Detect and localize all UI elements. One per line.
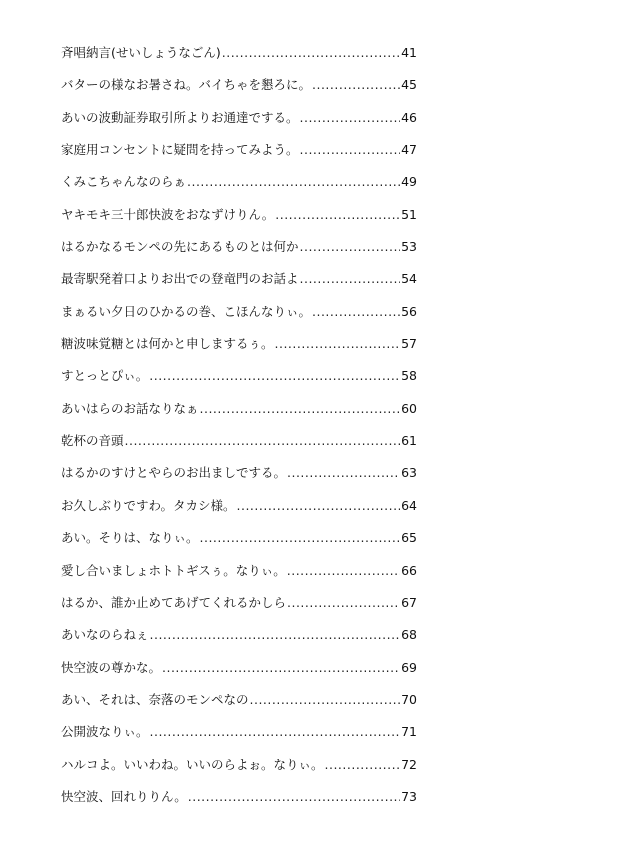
toc-entry-page: 71 bbox=[401, 724, 417, 740]
toc-entry[interactable] bbox=[61, 754, 417, 786]
dot-leader bbox=[300, 107, 401, 129]
toc-entry-page: 57 bbox=[401, 336, 417, 352]
toc-entry-title: あいはらのお話なりなぁ bbox=[61, 400, 199, 416]
table-of-contents bbox=[61, 42, 417, 818]
dot-leader bbox=[150, 624, 401, 646]
toc-entry-page: 51 bbox=[401, 206, 417, 222]
toc-entry-title: 愛し合いましょホトトギスぅ。なりぃ。 bbox=[61, 562, 286, 578]
dot-leader bbox=[312, 74, 400, 96]
toc-entry-page: 49 bbox=[401, 174, 417, 190]
dot-leader bbox=[250, 689, 401, 711]
toc-entry[interactable] bbox=[61, 624, 417, 656]
toc-entry-title: はるかなるモンペの先にあるものとは何か bbox=[61, 239, 299, 255]
toc-entry-page: 72 bbox=[401, 756, 417, 772]
toc-entry-title: お久しぶりですわ。タカシ様。 bbox=[61, 497, 236, 513]
toc-entry-page: 56 bbox=[401, 303, 417, 319]
toc-entry-page: 66 bbox=[401, 562, 417, 578]
toc-entry-page: 69 bbox=[401, 659, 417, 675]
toc-entry-title: ハルコよ。いいわね。いいのらよぉ。なりぃ。 bbox=[61, 756, 324, 772]
toc-entry[interactable] bbox=[61, 786, 417, 818]
dot-leader bbox=[200, 398, 401, 420]
toc-entry-page: 58 bbox=[401, 368, 417, 384]
toc-entry-title: ヤキモキ三十郎快波をおなずけりん。 bbox=[61, 206, 275, 222]
dot-leader bbox=[125, 430, 401, 452]
toc-entry[interactable] bbox=[61, 398, 417, 430]
toc-entry-title: あいなのらねぇ bbox=[61, 627, 149, 643]
toc-entry[interactable] bbox=[61, 560, 417, 592]
toc-entry-title: 家庭用コンセントに疑問を持ってみよう。 bbox=[61, 142, 299, 158]
toc-entry-page: 67 bbox=[401, 594, 417, 610]
dot-leader bbox=[150, 721, 401, 743]
toc-entry-title: はるか、誰か止めてあげてくれるかしら bbox=[61, 594, 287, 610]
dot-leader bbox=[312, 301, 400, 323]
toc-entry[interactable] bbox=[61, 657, 417, 689]
toc-entry-title: 快空波の尊かな。 bbox=[61, 659, 162, 675]
dot-leader bbox=[287, 592, 400, 614]
toc-entry-title: くみこちゃんなのらぁ bbox=[61, 174, 187, 190]
toc-entry-page: 47 bbox=[401, 142, 417, 158]
toc-entry[interactable] bbox=[61, 74, 417, 106]
toc-entry[interactable] bbox=[61, 236, 417, 268]
toc-entry[interactable] bbox=[61, 462, 417, 494]
toc-entry-title: 快空波、回れりりん。 bbox=[61, 788, 187, 804]
toc-entry-title: まぁるい夕日のひかるの巻、こほんなりぃ。 bbox=[61, 303, 312, 319]
toc-entry-title: 糖波味覚糖とは何かと申しまするぅ。 bbox=[61, 336, 274, 352]
toc-entry[interactable] bbox=[61, 333, 417, 365]
toc-entry-title: 公開波なりぃ。 bbox=[61, 724, 149, 740]
dot-leader bbox=[287, 462, 400, 484]
toc-entry-page: 45 bbox=[401, 77, 417, 93]
toc-entry-page: 46 bbox=[401, 109, 417, 125]
toc-entry[interactable] bbox=[61, 42, 417, 74]
toc-entry-title: 斉唱納言(せいしょうなごん) bbox=[61, 45, 221, 60]
toc-entry-title: バターの様なお暑さね。バイちゃを懇ろに。 bbox=[61, 77, 312, 93]
dot-leader bbox=[287, 560, 400, 582]
toc-entry[interactable] bbox=[61, 430, 417, 462]
dot-leader bbox=[300, 139, 401, 161]
toc-entry-page: 68 bbox=[401, 627, 417, 643]
toc-entry[interactable] bbox=[61, 527, 417, 559]
toc-entry-page: 64 bbox=[401, 497, 417, 513]
dot-leader bbox=[222, 42, 400, 64]
toc-entry-title: はるかのすけとやらのお出ましでする。 bbox=[61, 465, 287, 481]
dot-leader bbox=[237, 495, 401, 517]
dot-leader bbox=[300, 236, 401, 258]
toc-entry[interactable] bbox=[61, 721, 417, 753]
toc-entry-page: 63 bbox=[401, 465, 417, 481]
toc-entry[interactable] bbox=[61, 365, 417, 397]
toc-entry[interactable] bbox=[61, 171, 417, 203]
dot-leader bbox=[187, 171, 400, 193]
toc-entry-page: 65 bbox=[401, 530, 417, 546]
toc-entry[interactable] bbox=[61, 495, 417, 527]
dot-leader bbox=[275, 204, 400, 226]
dot-leader bbox=[325, 754, 401, 776]
dot-leader bbox=[200, 527, 401, 549]
toc-entry-title: あい、それは、奈落のモンペなの bbox=[61, 691, 249, 707]
dot-leader bbox=[275, 333, 401, 355]
toc-entry[interactable] bbox=[61, 107, 417, 139]
toc-entry-page: 73 bbox=[401, 788, 417, 804]
toc-entry-title: すとっとぴぃ。 bbox=[61, 368, 149, 384]
toc-entry-page: 70 bbox=[401, 691, 417, 707]
toc-entry-title: 乾杯の音頭 bbox=[61, 433, 124, 449]
toc-entry-page: 54 bbox=[401, 271, 417, 287]
toc-entry-title: あいの波動証券取引所よりお通達でする。 bbox=[61, 109, 299, 125]
toc-entry-page: 41 bbox=[401, 45, 417, 60]
toc-entry[interactable] bbox=[61, 689, 417, 721]
dot-leader bbox=[149, 365, 400, 387]
toc-entry-page: 53 bbox=[401, 239, 417, 255]
toc-entry-page: 61 bbox=[401, 433, 417, 449]
toc-entry-title: 最寄駅発着口よりお出での登竜門のお話よ bbox=[61, 271, 299, 287]
toc-entry[interactable] bbox=[61, 592, 417, 624]
dot-leader bbox=[162, 657, 400, 679]
toc-entry[interactable] bbox=[61, 204, 417, 236]
dot-leader bbox=[300, 268, 401, 290]
toc-entry-page: 60 bbox=[401, 400, 417, 416]
toc-entry[interactable] bbox=[61, 268, 417, 300]
toc-entry[interactable] bbox=[61, 139, 417, 171]
toc-entry[interactable] bbox=[61, 301, 417, 333]
dot-leader bbox=[188, 786, 400, 808]
toc-entry-title: あい。そりは、なりぃ。 bbox=[61, 530, 199, 546]
